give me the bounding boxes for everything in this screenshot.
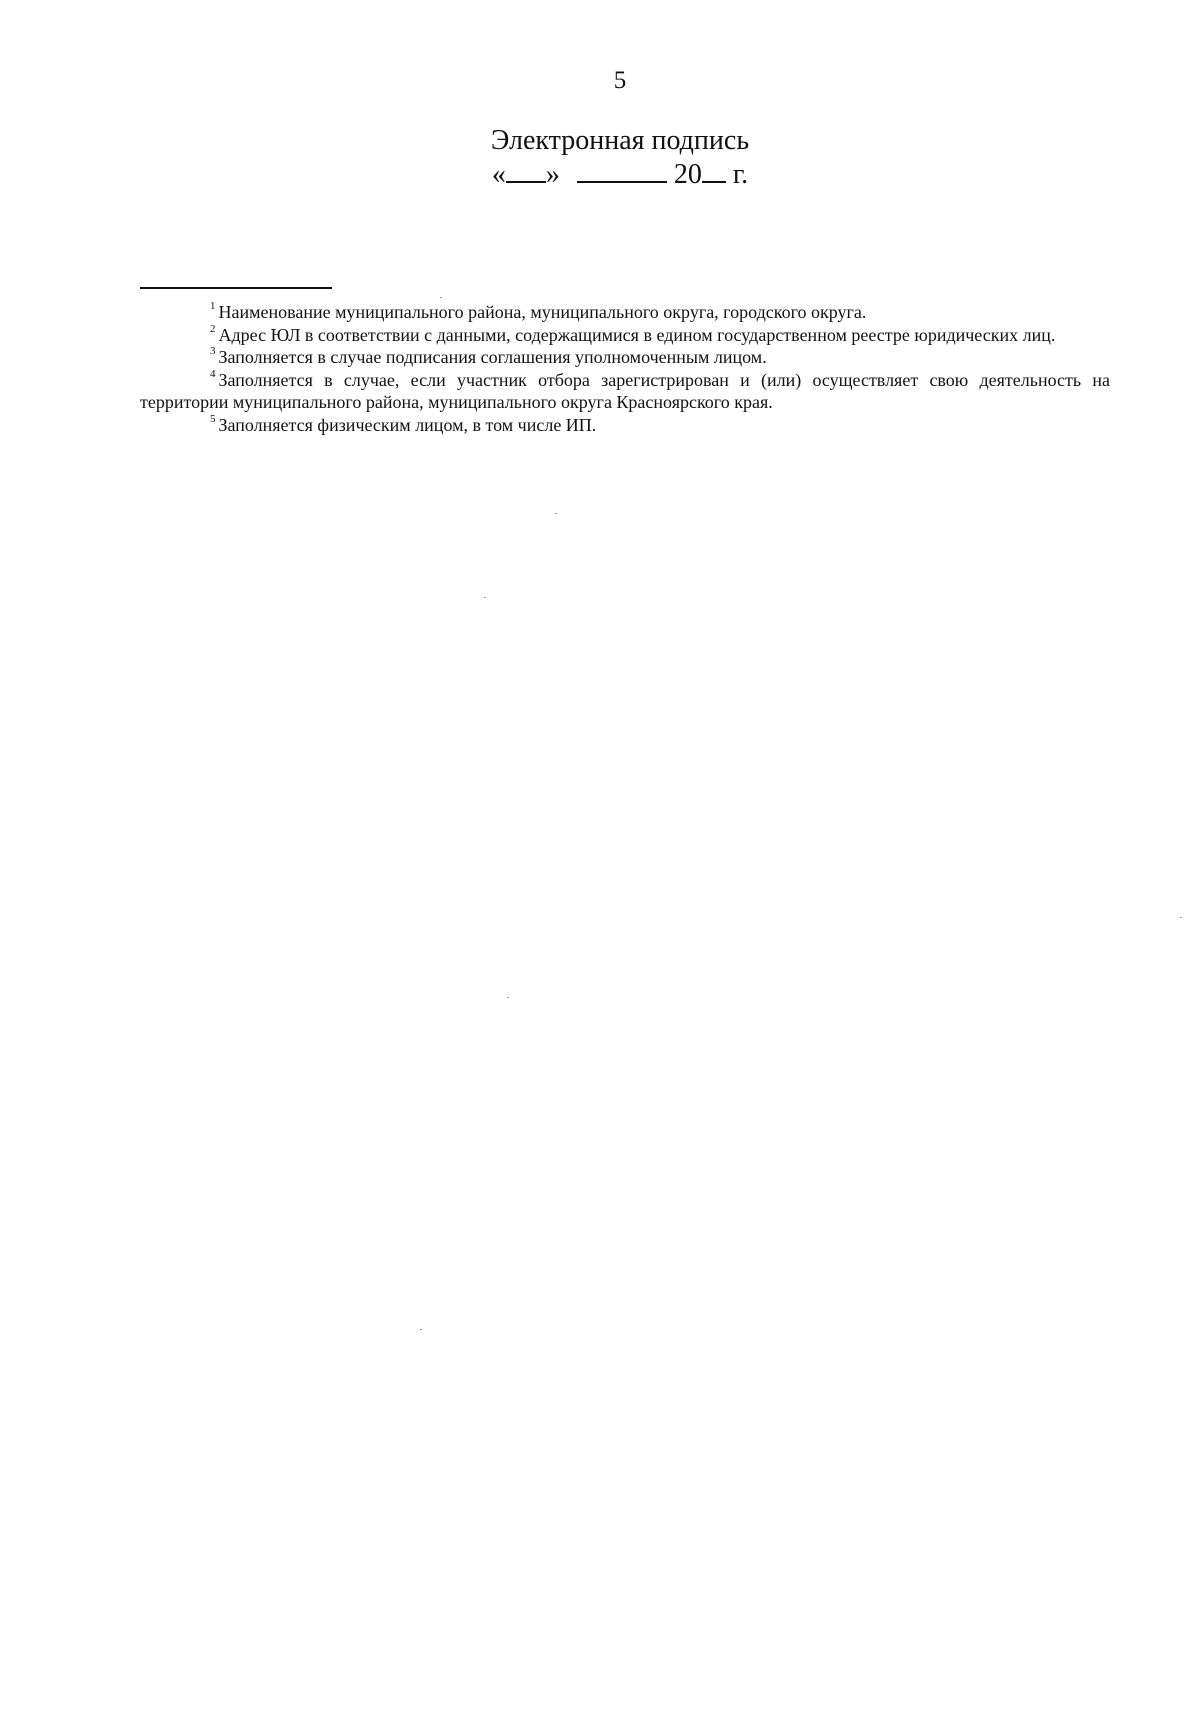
day-blank bbox=[506, 159, 546, 183]
scan-speck bbox=[1180, 917, 1182, 918]
scan-speck bbox=[507, 997, 509, 998]
footnote-4 bbox=[140, 369, 1110, 414]
footnote-3 bbox=[140, 346, 1110, 369]
footnote-text: Наименование муниципального района, муниципального округа, городского округа. bbox=[218, 302, 867, 322]
scan-speck bbox=[555, 513, 557, 514]
footnote-5 bbox=[140, 414, 1110, 437]
date-close-quote: » bbox=[545, 159, 560, 190]
year-suffix: г. bbox=[732, 159, 749, 190]
footnote-2 bbox=[140, 324, 1110, 347]
scan-speck bbox=[440, 297, 442, 298]
year-blank bbox=[702, 159, 726, 183]
footnote-marker: 1 bbox=[210, 300, 216, 312]
date-open-quote: « bbox=[491, 159, 506, 190]
footnote-marker: 3 bbox=[210, 345, 216, 357]
signature-block bbox=[0, 125, 1200, 191]
footnote-marker: 5 bbox=[210, 412, 216, 425]
footnote-text: Заполняется в случае подписания соглашения уполномоченным лицом. bbox=[218, 347, 767, 367]
month-blank bbox=[577, 159, 667, 183]
footnote-separator bbox=[140, 287, 332, 289]
signature-title: Электронная подпись bbox=[490, 125, 750, 156]
scan-speck bbox=[420, 1329, 422, 1330]
scan-speck bbox=[484, 597, 486, 598]
page-number: 5 bbox=[613, 67, 627, 94]
footnote-1 bbox=[140, 301, 1110, 324]
footnote-text: Заполняется в случае, если участник отбора зарегистрирован и (или) осуществляет свою деятельность на территории муниципального района, муниципального округа Красноярского края. bbox=[140, 369, 1110, 412]
footnotes bbox=[140, 301, 1110, 436]
footnote-marker: 2 bbox=[210, 322, 216, 335]
signature-date-line bbox=[492, 159, 748, 191]
year-prefix: 20 bbox=[673, 159, 702, 190]
footnote-text: Заполняется физическим лицом, в том числе ИП. bbox=[218, 414, 597, 435]
footnote-text: Адрес ЮЛ в соответствии с данными, содержащимися в едином государственном реестре юридических лиц. bbox=[218, 324, 1056, 345]
footnote-marker: 4 bbox=[210, 367, 216, 380]
